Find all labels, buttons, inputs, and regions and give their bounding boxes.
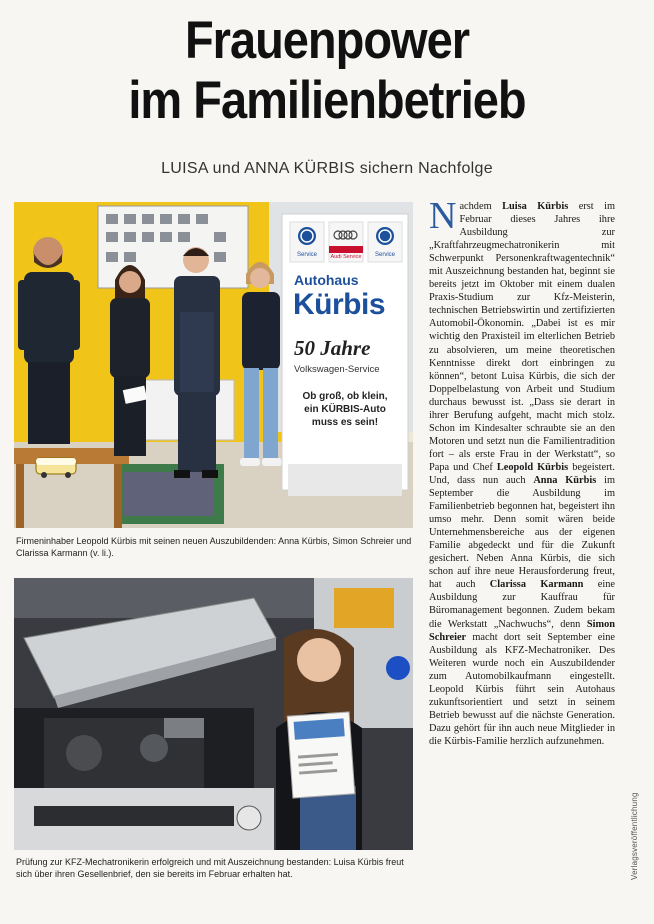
sign-vw-service: Volkswagen-Service xyxy=(294,364,380,375)
headline-line-1: Frauenpower xyxy=(184,9,470,70)
person-name: Clarissa Karmann xyxy=(489,579,584,591)
sign-service-1: Service xyxy=(296,252,317,258)
sign-slogan-line-3: muss es sein! xyxy=(311,417,379,428)
person-name: Leopold Kürbis xyxy=(496,461,569,473)
person-name: Luisa Kürbis xyxy=(502,201,569,212)
sign-service-3: Service xyxy=(374,252,395,258)
sign-anniversary: 50 Jahre xyxy=(294,336,371,360)
article-text: begeistert. Und, dass nun auch xyxy=(429,461,615,486)
photo-workshop-certificate xyxy=(14,578,413,850)
headline-line-2: im Familienbetrieb xyxy=(128,69,526,130)
side-label: Verlagsveröffentlichung xyxy=(630,792,639,880)
article-text: eine Ausbildung zur Kauffrau für Büromanagement begonnen. Zudem bekam die Werkstatt „Nachwuchs“, denn xyxy=(429,579,615,630)
sign-brand-top: Autohaus xyxy=(294,272,359,288)
article-text: macht dort seit September eine Ausbildung als KFZ-Mechatroniker. Des Weiteren wurde noch ein Auszubildender zum Automobilkaufmann eingestellt. Leopold Kürbis führt sein Autohaus zukunftsorientiert und setzt in seinem Betrieb bewusst auf die nächste Generation. Dazu gehört für ihn auch neue Mitglieder in die Kürbis-Familie herzlich aufzunehmen. xyxy=(429,631,615,747)
dropcap: N xyxy=(429,195,457,237)
article-text: achdem xyxy=(459,201,503,212)
article-body xyxy=(429,195,615,748)
sign-slogan-line-1: Ob groß, ob klein, xyxy=(302,391,388,402)
sign-slogan xyxy=(284,390,406,429)
article-text: erst im Februar dieses Jahres ihre Ausbildung zur „Kraftfahrzeugmechatronikerin mit Schwerpunkt Personenkraftwagentechnik“ mit Auszeichnung bestanden hat, beginnt sie bereits jetzt im Oktober mit einem dualen Praxis-Studium zur Kfz-Meisterin, technischen Betriebswirtin und zertifizierten Automobil-Ökonomin. „Dabei ist es mir wichtig den Praxisteil im elterlichen Betrieb zu absolvieren, um meine theoretischen Kenntnisse direkt dort einbringen zu können“, betont Luisa Kürbis, die sich der Doppelbelastung von Arbeit und Studium durchaus bewusst ist. „Dass sie derart in ihrer Berufung aufgeht, macht mich stolz. Schon im Kindesalter schraubte sie an den Motoren und setzt nun die Familientradition fort – als erste Frau in der Werkstatt“, so Papa und Chef xyxy=(429,201,615,473)
photo-group-showroom xyxy=(14,202,413,528)
subheadline: LUISA und ANNA KÜRBIS sichern Nachfolge xyxy=(161,160,493,177)
person-name: Anna Kürbis xyxy=(533,474,597,486)
caption-photo-1: Firmeninhaber Leopold Kürbis mit seinen neuen Auszubildenden: Anna Kürbis, Simon Schreier und Clarissa Karmann (v. li.). xyxy=(16,536,412,558)
sign-service-2: Audi Service xyxy=(330,254,362,260)
sign-slogan-line-2: ein KÜRBIS-Auto xyxy=(304,404,386,415)
person-name: Simon Schreier xyxy=(429,618,615,643)
workshop-illustration xyxy=(14,578,413,850)
sign-brand-name: Kürbis xyxy=(293,288,386,321)
article-text: im September die Ausbildung im Familienbetrieb begonnen hat, begeistert ihn umso mehr. Denn somit wären beide Unternehmensbereiche aus der eigenen Familie abgedeckt und für die Zukunft gesichert. Neben Anna Kürbis, die sich schon auf ihre neue Herausforderung freut, hat auch xyxy=(429,474,615,591)
caption-photo-2: Prüfung zur KFZ-Mechatronikerin erfolgreich und mit Auszeichnung bestanden: Luisa Kürbis freut sich über ihren Gesellenbrief, den sie bereits im Februar erhalten hat. xyxy=(16,857,404,879)
